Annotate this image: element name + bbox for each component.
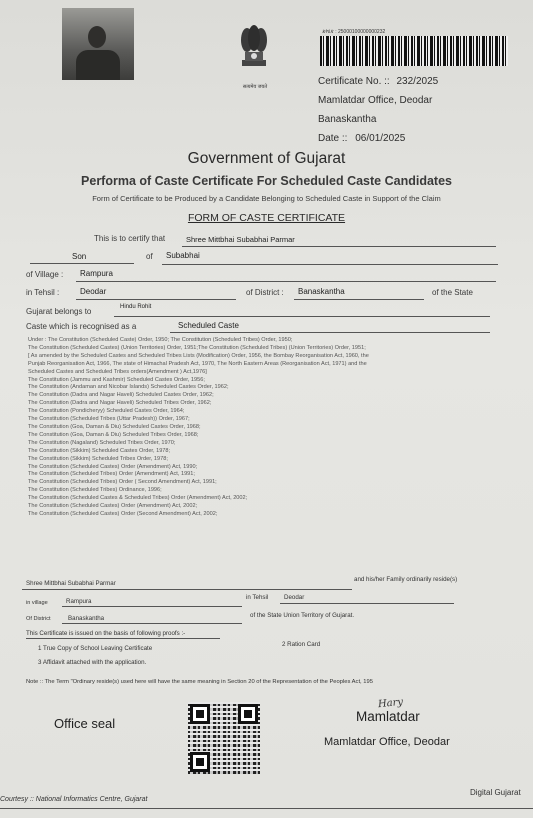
- district-underline: [294, 299, 424, 300]
- proofs-heading-underline: [26, 638, 220, 639]
- order-line: The Constitution (Scheduled Tribes) Order ( Second Amendment) Act, 1991;: [28, 479, 217, 486]
- order-line: Scheduled Castes and Scheduled Tribes orders(Amendment ) Act,1976]: [28, 368, 207, 375]
- village-underline: [76, 281, 496, 282]
- digital-gujarat-text: Digital Gujarat: [470, 788, 521, 797]
- barcode-caption: ક્રમાંક : 25000100000000232: [322, 29, 386, 35]
- relation: Son: [72, 252, 87, 261]
- mamlatdar-title: Mamlatdar: [356, 709, 420, 724]
- date-value: 06/01/2025: [355, 133, 406, 144]
- order-line: The Constitution (Sikkim) Scheduled Tribes Order, 1978;: [28, 455, 168, 462]
- applicant-photo: [62, 8, 134, 80]
- res-tehsil-underline: [280, 603, 454, 604]
- of-label: of: [146, 252, 153, 261]
- proof-item-2: 2 Ration Card: [282, 641, 321, 648]
- village-value: Rampura: [80, 269, 113, 278]
- order-line: Punjab Reorganisation Act, 1966, The state of Himachal Pradesh Act, 1970, The North Eastern Areas (Reorganisation Act, 1971) and the: [28, 360, 367, 367]
- order-line: The Constitution (Jammu and Kashmir) Scheduled Castes Order, 1956;: [28, 376, 205, 383]
- order-line: The Constitution (Scheduled Castes) (Union Territories) Order, 1951;The Constitution (Scheduled Tribes) (Union Territories) Order, 1951;: [28, 344, 366, 351]
- note-text: Note :: The Term "Ordinary reside(s) used here will have the same meaning in Section 20 of the Representation of the Peoples Act, 195: [26, 679, 373, 685]
- order-line: The Constitution (Nagaland) Scheduled Tribes Order, 1970;: [28, 439, 176, 446]
- order-line: [ As amended by the Scheduled Castes and Scheduled Tribes Lists (Modification) Order, 1956, the Bombay Reorganisation Act, 1960, the: [28, 352, 369, 359]
- res-district-label: Of District: [26, 616, 51, 622]
- proof-item-1: 1 True Copy of School Leaving Certificate: [38, 645, 153, 652]
- courtesy-text: Courtesy :: National Informatics Centre, Gujarat: [0, 796, 148, 803]
- order-line: The Constitution (Goa, Daman & Diu) Scheduled Castes Order, 1968;: [28, 423, 201, 430]
- header-district: Banaskantha: [318, 114, 377, 125]
- order-line: The Constitution (Sikkim) Scheduled Castes Order, 1978;: [28, 447, 171, 454]
- order-line: The Constitution (Scheduled Castes) Order (Second Amendment) Act, 2002;: [28, 510, 218, 517]
- order-line: The Constitution (Dadra and Nagar Haveli) Scheduled Tribes Order, 1962;: [28, 400, 212, 407]
- form-heading: FORM OF CASTE CERTIFICATE: [187, 212, 346, 224]
- parent-name: Subabhai: [166, 251, 200, 260]
- office-seal-label: Office seal: [54, 716, 116, 731]
- order-line: The Constitution (Dadra and Nagar Haveli) Scheduled Castes Order, 1962;: [28, 392, 214, 399]
- header-office: Mamlatdar Office, Deodar: [318, 95, 433, 106]
- date-label: Date ::: [318, 133, 348, 144]
- order-line: The Constitution (Pondicheryy) Scheduled Castes Order, 1964;: [28, 408, 185, 415]
- order-line: The Constitution (Scheduled Castes) Order (Amendment) Act, 1990;: [28, 463, 198, 470]
- res-tehsil-label: in Tehsil: [246, 594, 269, 601]
- residence-name-underline: [22, 589, 352, 590]
- order-line: The Constitution (Goa, Daman & Diu) Scheduled Tribes Order, 1968;: [28, 431, 199, 438]
- certificate-no: 232/2025: [396, 76, 439, 87]
- qr-code: [188, 702, 260, 774]
- tehsil-value: Deodar: [80, 287, 107, 296]
- state-label: of the State: [432, 288, 473, 297]
- certificate-no-label: Certificate No. ::: [318, 76, 390, 87]
- community-value: Hindu Rohit: [120, 304, 152, 310]
- res-tehsil-value: Deodar: [284, 594, 305, 601]
- order-line: The Constitution (Scheduled Tribes) Order (Amendment) Act, 1991;: [28, 471, 195, 478]
- form-subtitle: Form of Certificate to be Produced by a Candidate Belonging to Scheduled Caste in Support of the Claim: [92, 194, 441, 203]
- performa-title: Performa of Caste Certificate For Scheduled Caste Candidates: [81, 174, 452, 188]
- proofs-heading: This Certificate is issued on the basis of following proofs :-: [26, 630, 186, 637]
- signature: Hary: [377, 696, 404, 711]
- recognised-label: Caste which is recognised as a: [26, 322, 137, 331]
- certify-label: This is to certify that: [94, 234, 166, 243]
- proof-item-3: 3 Affidavit attached with the application.: [38, 659, 147, 666]
- national-emblem-icon: [236, 22, 272, 74]
- order-line: The Constitution (Scheduled Tribes) Ordinance, 1996;: [28, 487, 162, 494]
- village-label: of Village :: [26, 270, 64, 279]
- date-row: [318, 133, 405, 144]
- res-district-value: Banaskantha: [68, 615, 105, 622]
- order-line: The Constitution (Scheduled Castes & Scheduled Tribes) Order (Amendment) Act, 2002;: [28, 495, 248, 502]
- residence-name: Shree Mittbhai Subabhai Parmar: [26, 580, 116, 587]
- applicant-name: Shree Mittbhai Subabhai Parmar: [186, 235, 295, 244]
- res-district-underline: [62, 623, 242, 624]
- order-line: The Constitution (Scheduled Castes) Order (Amendment) Act, 2002;: [28, 503, 198, 510]
- relation-underline: [30, 263, 134, 264]
- footer-divider: [0, 808, 533, 809]
- certificate-number-row: [318, 76, 438, 87]
- order-line: Under : The Constitution (Scheduled Caste) Order, 1950; The Constitution (Scheduled Tribes) Order, 1950;: [28, 337, 293, 343]
- constitution-orders-list: [28, 337, 518, 519]
- community-underline: [114, 316, 490, 317]
- res-village-underline: [62, 606, 242, 607]
- res-village-label: in village: [26, 600, 48, 606]
- district-label: of District :: [246, 288, 284, 297]
- emblem-caption: सत्यमेव जयते: [242, 84, 268, 90]
- caste-underline: [170, 332, 490, 333]
- res-village-value: Rampura: [66, 598, 92, 605]
- name-underline: [182, 246, 496, 247]
- mamlatdar-office: Mamlatdar Office, Deodar: [324, 736, 450, 748]
- barcode: [320, 36, 508, 66]
- order-line: The Constitution (Scheduled Tribes (Uttar Pradesh)) Order, 1967;: [28, 416, 190, 423]
- district-value: Banaskantha: [298, 287, 345, 296]
- order-line: The Constitution (Andaman and Nicobar Islands) Scheduled Castes Order, 1962;: [28, 384, 229, 391]
- family-text: and his/her Family ordinarily reside(s): [354, 576, 458, 583]
- caste-value: Scheduled Caste: [178, 321, 239, 330]
- res-state-text: of the State Union Territory of Gujarat.: [250, 612, 355, 619]
- government-title: Government of Gujarat: [187, 150, 346, 167]
- parent-underline: [162, 264, 498, 265]
- tehsil-underline: [76, 299, 236, 300]
- belongs-label: Gujarat belongs to: [26, 307, 92, 316]
- tehsil-label: in Tehsil :: [26, 288, 60, 297]
